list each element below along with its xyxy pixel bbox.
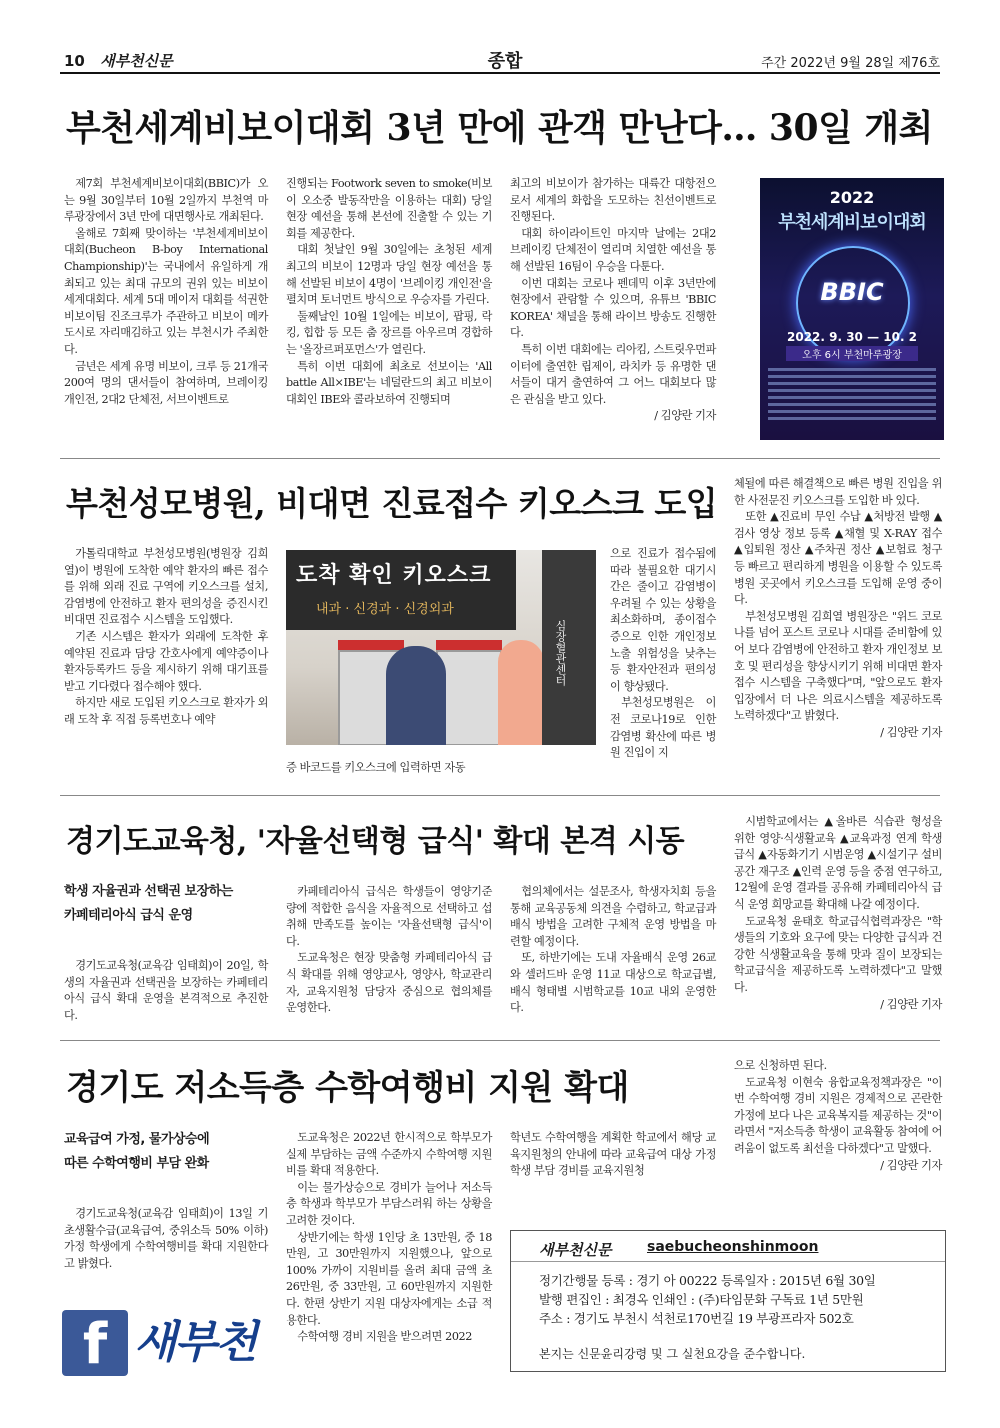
article-3-col-4 <box>734 814 942 1013</box>
article-1-headline: 부천세계비보이대회 3년 만에 관객 만난다… 30일 개최 <box>66 107 933 149</box>
article-4-subhead <box>64 1128 274 1176</box>
subhead-line: 교육급여 가정, 물가상승에 <box>64 1132 210 1147</box>
paragraph: 부천성모병원은 이전 코로나19로 인한 감염병 확산에 따른 병원 진입이 지 <box>610 696 716 760</box>
byline: / 김양란 기자 <box>880 725 942 739</box>
paragraph: 또, 하반기에는 도내 자율배식 운영 26교와 셀러드바 운영 11교 대상으로 학교급별, 배식 형태별 시범학교를 10교 내외 운영한다. <box>510 951 716 1015</box>
paper-name: 새부천신문 <box>100 52 173 70</box>
subhead-line: 카페테리아식 급식 운영 <box>64 908 193 923</box>
bbic-poster-image <box>760 178 944 440</box>
paragraph: 부천성모병원 김희열 병원장은 "위드 코로나를 넘어 포스트 코로나 시대를 준비함에 있어 보다 감염병에 안전하고 환자 개인정보 보호 및 편리성을 향상시키기 위해 비대면 환자 접수 시스템을 구축했다"며, "앞으로도 환자 입장에서 더 나은 의료시스템을 제공하도록 노력하겠다"고 밝혔다. <box>734 609 942 723</box>
page-number: 10 <box>64 52 85 70</box>
article-2-col-1 <box>64 546 268 729</box>
kiosk-header <box>338 640 404 650</box>
paragraph: 대회 하이라이트인 마지막 날에는 2대2 브레이킹 단체전이 열리며 치열한 예선을 통해 선발된 16팀이 우승을 다툰다. <box>510 226 716 273</box>
poster-title: 부천세계비보이대회 <box>778 212 926 233</box>
paragraph: 경기도교육청(교육감 임태희)이 13일 기초생활수급(교육급여, 중위소득 50% 이하) 가정 학생에게 수학여행비를 확대 지원한다고 밝혔다. <box>64 1207 268 1270</box>
facebook-icon: f <box>62 1310 128 1376</box>
article-2-headline: 부천성모병원, 비대면 진료접수 키오스크 도입 <box>66 484 718 523</box>
paragraph: 수학여행 경비 지원을 받으려면 2022 <box>297 1330 472 1344</box>
article-4-col-2 <box>286 1130 492 1346</box>
masthead-line: 발행 편집인 : 최경옥 인쇄인 : (주)타임문화 구독료 1년 5만원 <box>539 1292 864 1307</box>
masthead-ethics: 본지는 신문윤리강령 및 그 실천요강을 준수합니다. <box>539 1347 806 1361</box>
paragraph: 카페테리아식 급식은 학생들이 영양기준량에 적합한 음식을 자율적으로 선택하고 섭취해 만족도를 높이는 '자율선택형 급식'이다. <box>286 885 492 948</box>
article-4-col-3 <box>510 1130 716 1180</box>
paragraph: 또한 ▲진료비 무인 수납 ▲처방전 발행 ▲검사 영상 정보 등록 ▲채혈 및 X-RAY 접수 ▲입퇴원 정산 ▲주차권 정산 ▲보험료 청구 등 빠르고 편리하게 병원을 이용할 수 있도록 병원 곳곳에서 키오스크를 도입해 운영 중이다. <box>734 510 942 607</box>
article-3-subhead <box>64 880 274 928</box>
poster-dates: 2022. 9. 30 — 10. 2 <box>786 330 918 344</box>
facebook-banner[interactable] <box>62 1306 262 1382</box>
byline: / 김양란 기자 <box>880 997 942 1011</box>
byline: / 김양란 기자 <box>654 409 716 423</box>
paragraph: 둘째날인 10월 1일에는 비보이, 팝핑, 락킹, 힙합 등 모든 춤 장르를 아우르며 경합하는 '올장르퍼포먼스'가 열린다. <box>286 309 492 356</box>
photo-sign-title: 도착 확인 키오스크 <box>296 563 492 588</box>
paragraph: 이는 물가상승으로 경비가 늘어나 저소득층 학생과 학부모가 부담스러워 하는 상황을 고려한 것이다. <box>286 1180 492 1227</box>
poster-logo: BBIC <box>820 278 884 306</box>
poster-year: 2022 <box>829 188 875 207</box>
facebook-label: 새부천 <box>134 1317 256 1368</box>
article-3-col-1 <box>64 958 268 1024</box>
paragraph: 올해로 7회째 맞이하는 '부천세계비보이대회(Bucheon B-boy International Championship)'는 국내에서 유일하게 개최되고 있는 최대 규모의 권위 있는 비보이 세계대회다. 세계 5대 메이저 대회를 석권한 비보이팀 진조크루가 주관하고 비보이 메카도시로 자리매김하고 있는 부천시가 주최한다. <box>64 226 268 356</box>
paragraph: 하지만 새로 도입된 키오스크로 환자가 외래 도착 후 직접 등록번호나 예약 <box>64 696 268 726</box>
article-2-col-3 <box>610 546 716 762</box>
paragraph: 도교육청 윤태호 학교급식협력과장은 "학생들의 기호와 요구에 맞는 다양한 급식과 건강한 식생활교육을 통해 맛과 질이 보장되는 학교급식을 제공하도록 노력하겠다"고 말했다. <box>734 914 942 994</box>
masthead-line: 주소 : 경기도 부천시 석천로170번길 19 부광프라자 502호 <box>539 1311 854 1326</box>
paragraph: 진행되는 Footwork seven to smoke(비보이 오소중 발동작만을 이용하는 대회) 당일 현장 예선을 통해 본선에 진출할 수 있는 기회를 제공한다. <box>286 177 492 240</box>
paragraph: 체될에 따른 해결책으로 빠른 병원 진입을 위한 사전문진 키오스크를 도입한 바 있다. <box>734 477 942 507</box>
photo-side-text: 심장혈관센터 <box>554 620 567 686</box>
poster-lineup-graphic <box>768 364 936 430</box>
paragraph: 시범학교에서는 ▲올바른 식습관 형성을 위한 영양·식생활교육 ▲교육과정 연계 학생급식 ▲자동화기기 시범운영 ▲시설기구 설비 공간 재구조 ▲인력 운영 등을 중점 연구하고, 12월에 운영 결과를 공유해 카페테리아식 급식 운영 희망교를 확대해 나갈 예정이다. <box>734 815 942 911</box>
paragraph: 최고의 비보이가 참가하는 대륙간 대항전으로서 세계의 화합을 도모하는 친선이벤트로 진행된다. <box>510 177 716 224</box>
article-1-col-3 <box>510 176 716 425</box>
paragraph: 이번 대회는 코로나 펜데믹 이후 3년만에 현장에서 관람할 수 있으며, 유튜브 'BBIC KOREA' 채널을 통해 라이브 방송도 진행한다. <box>510 276 716 340</box>
article-2-col-2 <box>286 760 492 777</box>
paragraph: 대회 첫날인 9월 30일에는 초청된 세계 최고의 비보이 12명과 당일 현장 예선을 통해 선발된 비보이 4명이 '브레이킹 개인전'을 펼치며 토너먼트 방식으로 우승자를 가린다. <box>286 243 492 307</box>
article-1-col-2 <box>286 176 492 408</box>
subhead-line: 따른 수학여행비 부담 완화 <box>64 1156 209 1171</box>
header-rule <box>60 72 940 74</box>
kiosk-photo <box>286 550 596 745</box>
issue-info: 주간 2022년 9월 28일 제76호 <box>761 56 940 71</box>
article-divider <box>60 795 940 796</box>
paragraph: 학년도 수학여행을 계획한 학교에서 해당 교육지원청의 안내에 따라 교육급여 대상 가정 학생 부담 경비를 교육지원청 <box>510 1131 716 1178</box>
kiosk-header <box>436 640 502 650</box>
page-header-left <box>64 50 173 71</box>
byline: / 김양란 기자 <box>880 1158 942 1172</box>
paragraph: 증 바코드를 키오스크에 입력하면 자동 <box>286 761 466 774</box>
article-divider <box>60 1040 940 1041</box>
article-2-col-4 <box>734 476 942 742</box>
paragraph: 으로 신청하면 된다. <box>734 1059 827 1072</box>
person-figure <box>386 646 446 745</box>
article-4-headline: 경기도 저소득층 수학여행비 지원 확대 <box>66 1068 629 1108</box>
paragraph: 도교육청은 2022년 한시적으로 학부모가 실제 부담하는 금액 수준까지 수학여행 지원비를 확대 적용한다. <box>286 1131 492 1178</box>
article-3-headline: 경기도교육청, '자율선택형 급식' 확대 본격 시동 <box>66 824 685 859</box>
masthead-divider <box>511 1261 945 1262</box>
paragraph: 특히 이번 대회에 최초로 선보이는 'All battle All×IBE'는 네덜란드의 최고 비보이 대회인 IBE와 콜라보하여 진행되며 <box>286 359 492 406</box>
paragraph: 협의체에서는 설문조사, 학생자치회 등을 통해 교육공동체 의견을 수렴하고, 학교급과 배식 방법을 고려한 구체적 운영 방법을 마련할 예정이다. <box>510 885 716 948</box>
article-4-col-4 <box>734 1058 942 1174</box>
paragraph: 으로 진료가 접수됨에 따라 불필요한 대기시간은 줄이고 감염병이 우려될 수 있는 상황을 최소화하며, 종이접수증으로 인한 개인정보 노출 위험성을 낮추는 등 환자안전과 편의성이 향상됐다. <box>610 547 716 693</box>
masthead-box <box>510 1230 946 1372</box>
masthead-url[interactable]: saebucheonshinmoon <box>647 1239 819 1255</box>
paragraph: 특히 이번 대회에는 리아킴, 스트릿우먼파이터에 출연한 립제이, 라치카 등 유명한 댄서들이 대거 출연하여 그 어느 대회보다 많은 관심을 받고 있다. <box>510 342 716 406</box>
paragraph: 도교육청은 현장 맞춤형 카페테리아식 급식 확대를 위해 영양교사, 영양사, 학교관리자, 교육지원청 담당자 중심으로 협의체를 운영한다. <box>286 951 492 1015</box>
paragraph: 경기도교육청(교육감 임태희)이 20일, 학생의 자율권과 선택권을 보장하는 카페테리아식 급식 확대 운영을 본격적으로 추진한다. <box>64 959 268 1022</box>
masthead-info <box>539 1271 876 1328</box>
article-3-col-2 <box>286 884 492 1017</box>
paragraph: 가톨릭대학교 부천성모병원(병원장 김희열)이 병원에 도착한 예약 환자의 빠른 접수를 위해 외래 진료 구역에 키오스크를 설치, 감염병에 안전하고 환자 편의성을 증진시킨 비대면 진료접수 시스템을 도입했다. <box>64 547 268 627</box>
photo-side-panel <box>542 550 596 745</box>
paragraph: 금년은 세계 유명 비보이, 크루 등 21개국 200여 명의 댄서들이 참여하며, 브레이킹 개인전, 2대2 단체전, 서브이벤트로 <box>64 359 268 406</box>
paragraph: 도교육청 이현숙 융합교육정책과장은 "이번 수학여행 경비 지원은 경제적으로 곤란한 가정에 보다 나은 교육복지를 제공하는 것"이라면서 "저소득층 학생이 교육활동 참여에 어려움이 없도록 최선을 다하겠다"고 말했다. <box>734 1075 942 1155</box>
article-3-col-3 <box>510 884 716 1017</box>
section-name: 종합 <box>487 51 523 72</box>
article-4-col-1 <box>64 1206 268 1272</box>
paragraph: 상반기에는 학생 1인당 초 13만원, 중 18만원, 고 30만원까지 지원했으나, 앞으로 100% 가까이 지원비를 올려 최대 금액 초 26만원, 중 33만원, 고 60만원까지 지원한다. 한편 상반기 지원 대상자에게는 소급 적용한다. <box>286 1230 492 1327</box>
poster-venue: 오후 6시 부천마루광장 <box>786 346 918 361</box>
person-figure <box>498 640 544 745</box>
photo-sign-subtitle: 내과 · 신경과 · 신경외과 <box>316 602 454 617</box>
masthead-name: 새부천신문 <box>539 1241 612 1259</box>
photo-sign <box>286 550 516 630</box>
paragraph: 제7회 부천세계비보이대회(BBIC)가 오는 9월 30일부터 10월 2일까지 부천역 마루광장에서 3년 만에 대면행사로 개최된다. <box>64 177 268 224</box>
subhead-line: 학생 자율권과 선택권 보장하는 <box>64 884 233 899</box>
article-1-col-1 <box>64 176 268 408</box>
paragraph: 기존 시스템은 환자가 외래에 도착한 후 예약된 진료과 담당 간호사에게 예약증이나 환자등록카드 등을 제시하기 위해 대기표를 받고 기다렸다 접수해야 했다. <box>64 629 268 693</box>
masthead-line: 정기간행물 등록 : 경기 아 00222 등록일자 : 2015년 6월 30일 <box>539 1273 876 1288</box>
article-divider <box>60 458 940 459</box>
